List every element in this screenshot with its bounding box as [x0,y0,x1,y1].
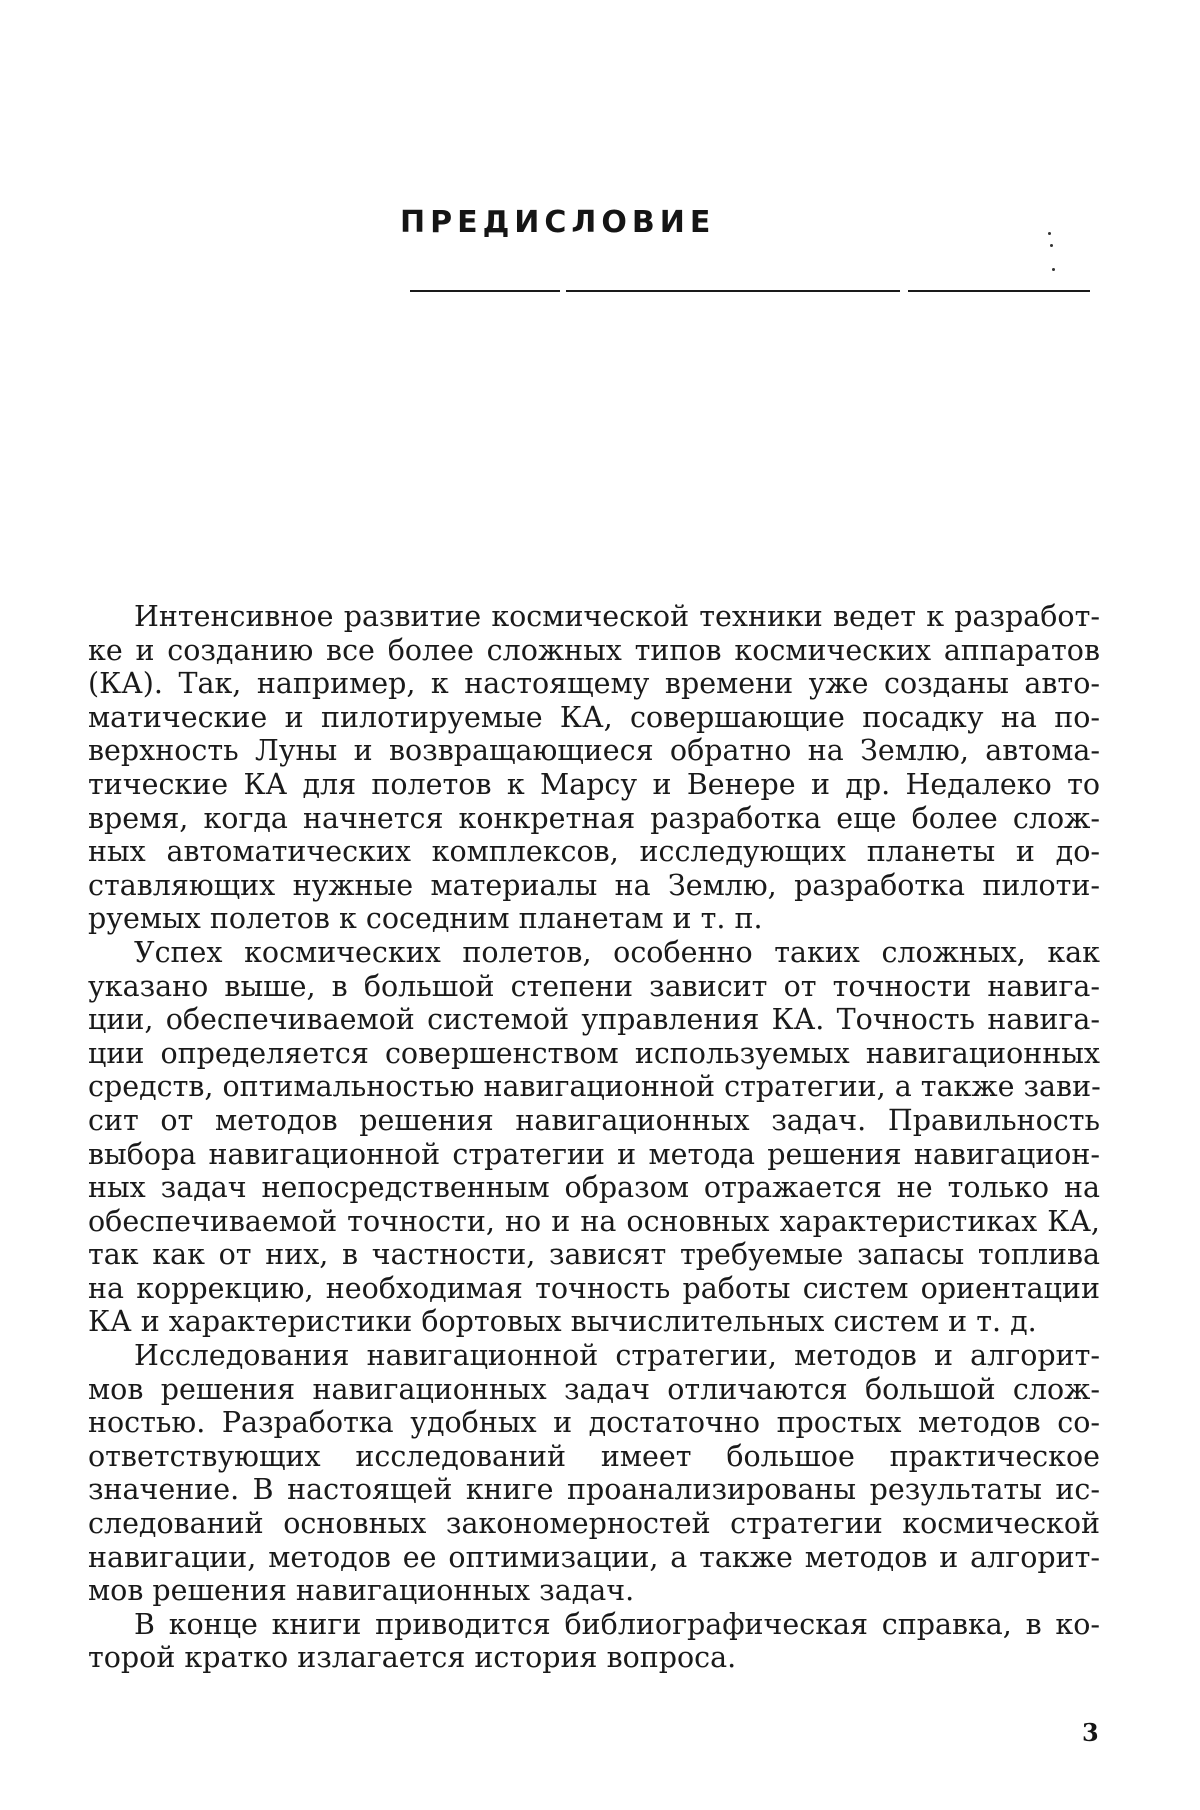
preface-body [88,600,1100,1675]
text-line: матические и пилотируемые КА, совершающие посадку на по- [88,701,1100,735]
text-line: руемых полетов к соседним планетам и т. п. [88,902,1100,936]
text-line: торой кратко излагается история вопроса. [88,1641,1100,1675]
text-line: Интенсивное развитие космической техники ведет к разработ- [88,600,1100,634]
paragraph [88,936,1100,1339]
scan-speck [1052,268,1055,271]
text-line: ных задач непосредственным образом отражается не только на [88,1171,1100,1205]
paragraph [88,600,1100,936]
text-line: ответствующих исследований имеет большое практическое [88,1440,1100,1474]
rule-gap [900,289,908,293]
text-line: время, когда начнется конкретная разработка еще более слож- [88,802,1100,836]
text-line: выбора навигационной стратегии и метода решения навигацион- [88,1138,1100,1172]
text-line: сит от методов решения навигационных задач. Правильность [88,1104,1100,1138]
text-line: следований основных закономерностей стратегии космической [88,1507,1100,1541]
heading-rule [410,290,1090,292]
text-line: ции, обеспечиваемой системой управления КА. Точность навига- [88,1003,1100,1037]
text-line: тические КА для полетов к Марсу и Венере и др. Недалеко то [88,768,1100,802]
page-number: 3 [1082,1718,1099,1747]
paragraph [88,1608,1100,1675]
scan-speck [1048,232,1051,235]
text-line: обеспечиваемой точности, но и на основных характеристиках КА, [88,1205,1100,1239]
text-line: верхность Луны и возвращающиеся обратно на Землю, автома- [88,734,1100,768]
scan-speck [1050,244,1053,247]
text-line: ных автоматических комплексов, исследующих планеты и до- [88,835,1100,869]
text-line: Исследования навигационной стратегии, методов и алгорит- [88,1339,1100,1373]
text-line: Успех космических полетов, особенно таких сложных, как [88,936,1100,970]
text-line: указано выше, в большой степени зависит от точности навига- [88,970,1100,1004]
text-line: ке и созданию все более сложных типов космических аппаратов [88,634,1100,668]
book-page [0,0,1200,1810]
chapter-heading: ПРЕДИСЛОВИЕ [400,205,715,240]
rule-gap [560,289,566,293]
text-line: так как от них, в частности, зависят требуемые запасы топлива [88,1238,1100,1272]
text-line: ностью. Разработка удобных и достаточно простых методов со- [88,1406,1100,1440]
text-line: (КА). Так, например, к настоящему времени уже созданы авто- [88,667,1100,701]
text-line: значение. В настоящей книге проанализированы результаты ис- [88,1473,1100,1507]
text-line: мов решения навигационных задач. [88,1574,1100,1608]
text-line: КА и характеристики бортовых вычислительных систем и т. д. [88,1305,1100,1339]
text-line: ции определяется совершенством используемых навигационных [88,1037,1100,1071]
text-line: мов решения навигационных задач отличаются большой слож- [88,1373,1100,1407]
paragraph [88,1339,1100,1608]
text-line: ставляющих нужные материалы на Землю, разработка пилоти- [88,869,1100,903]
text-line: средств, оптимальностью навигационной стратегии, а также зави- [88,1070,1100,1104]
text-line: навигации, методов ее оптимизации, а также методов и алгорит- [88,1541,1100,1575]
text-line: В конце книги приводится библиографическая справка, в ко- [88,1608,1100,1642]
text-line: на коррекцию, необходимая точность работы систем ориентации [88,1272,1100,1306]
